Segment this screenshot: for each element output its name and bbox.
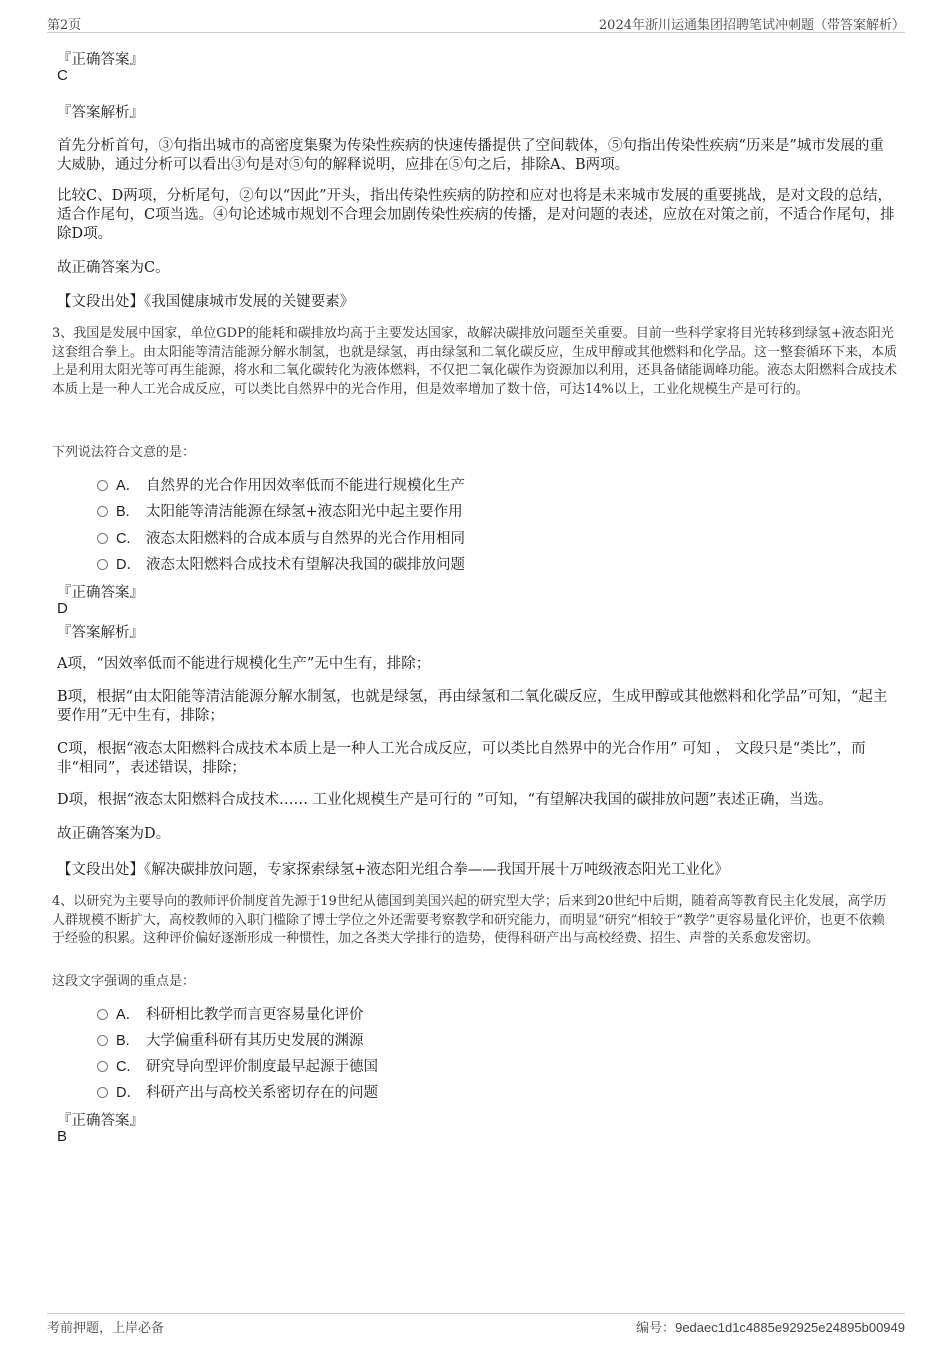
q3-answer: D (57, 600, 68, 617)
q3-option-c[interactable]: C. 液态太阳燃料的合成本质与自然界的光合作用相同 (97, 527, 465, 548)
document-title: 2024年浙川运通集团招聘笔试冲刺题（带答案解析） (598, 18, 905, 33)
radio-icon[interactable] (97, 506, 108, 517)
q3-source: 【文段出处】《解决碳排放问题，专家探索绿氢+液态阳光组合拳——我国开展十万吨级液态阳光工业化》 (57, 862, 729, 878)
q3-stem: 下列说法符合文意的是： (52, 445, 196, 460)
q4-text: 4、以研究为主要导向的教师评价制度首先源于19世纪从德国到美国兴起的研究型大学；后来到20世纪中后期，随着高等教育民主化发展，高学历人群规模不断扩大，高校教师的入职门槛除了博士学位之外还需要考察教学和研究能力，而明显“研究”相较于“教学”更容易量化评价，也更不依赖于经验的积累。这种评价偏好逐渐形成一种惯性，加之各类大学排行的造势，使得科研产出与高校经费、招生、声誉的关系愈发密切。 (52, 894, 887, 946)
q4-answer: B (57, 1128, 68, 1145)
q3-answer-label: 『正确答案』 (57, 585, 144, 601)
q4-stem: 这段文字强调的重点是： (52, 974, 196, 989)
q2-analysis-label: 『答案解析』 (57, 105, 144, 121)
radio-icon[interactable] (97, 559, 108, 570)
q4-answer-label: 『正确答案』 (57, 1113, 144, 1129)
footer-slogan: 考前押题，上岸必备 (47, 1321, 165, 1336)
q3-option-b[interactable]: B. 太阳能等清洁能源在绿氢+液态阳光中起主要作用 (97, 500, 463, 521)
radio-icon[interactable] (97, 1087, 108, 1098)
q4-option-d[interactable]: D． 科研产出与高校关系密切存在的问题 (97, 1081, 378, 1102)
q2-analysis-1: 首先分析首句，③句指出城市的高密度集聚为传染性疾病的快速传播提供了空间载体，⑤句指出传染性疾病“历来是”城市发展的重大威胁，通过分析可以看出③句是对⑤句的解释说明，应排在⑤句之后，排除A、B两项。 (57, 138, 884, 173)
q3-analysis-label: 『答案解析』 (57, 625, 144, 641)
q2-analysis-2: 比较C、D两项，分析尾句，②句以“因此”开头，指出传染性疾病的防控和应对也将是未来城市发展的重要挑战，是对文段的总结，适合作尾句，C项当选。④句论述城市规划不合理会加剧传染性疾病的传播，是对问题的表述，应放在对策之前，不适合作尾句，排除D项。 (57, 188, 895, 242)
q4-option-c[interactable]: C. 研究导向型评价制度最早起源于德国 (97, 1055, 378, 1076)
q3-option-d[interactable]: D． 液态太阳燃料合成技术有望解决我国的碳排放问题 (97, 553, 465, 574)
q4-option-b[interactable]: B. 大学偏重科研有其历史发展的渊源 (97, 1029, 364, 1050)
q4-option-a[interactable]: A． 科研相比教学而言更容易量化评价 (97, 1003, 364, 1024)
radio-icon[interactable] (97, 1035, 108, 1046)
footer-code: 编号：9edaec1d1c4885e92925e24895b00949 (636, 1320, 905, 1335)
page-footer (47, 1313, 905, 1336)
q3-analysis-d: D项，根据“液态太阳燃料合成技术…… 工业化规模生产是可行的 ”可知，“有望解决我国的碳排放问题”表述正确，当选。 (57, 792, 833, 808)
q2-analysis-3: 故正确答案为C。 (57, 260, 170, 276)
q2-answer-label: 『正确答案』 (57, 52, 144, 68)
q3-analysis-conclusion: 故正确答案为D。 (57, 826, 171, 842)
q2-source: 【文段出处】《我国健康城市发展的关键要素》 (57, 294, 355, 310)
q3-analysis-c: C项，根据“液态太阳燃料合成技术本质上是一种人工光合成反应，可以类比自然界中的光合作用” 可知 ， 文段只是“类比”，而非“相同”，表述错误，排除； (57, 741, 866, 776)
q3-option-a[interactable]: A． 自然界的光合作用因效率低而不能进行规模化生产 (97, 474, 465, 495)
q3-text: 3、我国是发展中国家，单位GDP的能耗和碳排放均高于主要发达国家，故解决碳排放问题至关重要。目前一些科学家将目光转移到绿氢+液态阳光这套组合拳上。由太阳能等清洁能源分解水制氢，也就是绿氢，再由绿氢和二氧化碳反应，生成甲醇或其他燃料和化学品。这一整套循环下来，本质上是利用太阳光等可再生能源，将水和二氧化碳转化为液体燃料，不仅把二氧化碳作为资源加以利用，还具备储能调峰功能。液态太阳燃料合成技术本质上是一种人工光合成反应，可以类比自然界中的光合作用，但是效率增加了数十倍，可达14%以上，工业化规模生产是可行的。 (52, 326, 898, 397)
radio-icon[interactable] (97, 1009, 108, 1020)
q2-answer: C (57, 67, 68, 84)
radio-icon[interactable] (97, 1061, 108, 1072)
radio-icon[interactable] (97, 480, 108, 491)
q3-analysis-a: A项，“因效率低而不能进行规模化生产”无中生有，排除； (57, 656, 431, 672)
page-header (47, 12, 905, 33)
radio-icon[interactable] (97, 533, 108, 544)
q3-analysis-b: B项，根据“由太阳能等清洁能源分解水制氢，也就是绿氢，再由绿氢和二氧化碳反应，生成甲醇或其他燃料和化学品”可知，“起主要作用”无中生有，排除； (57, 689, 888, 724)
page-number: 第2页 (47, 18, 82, 33)
